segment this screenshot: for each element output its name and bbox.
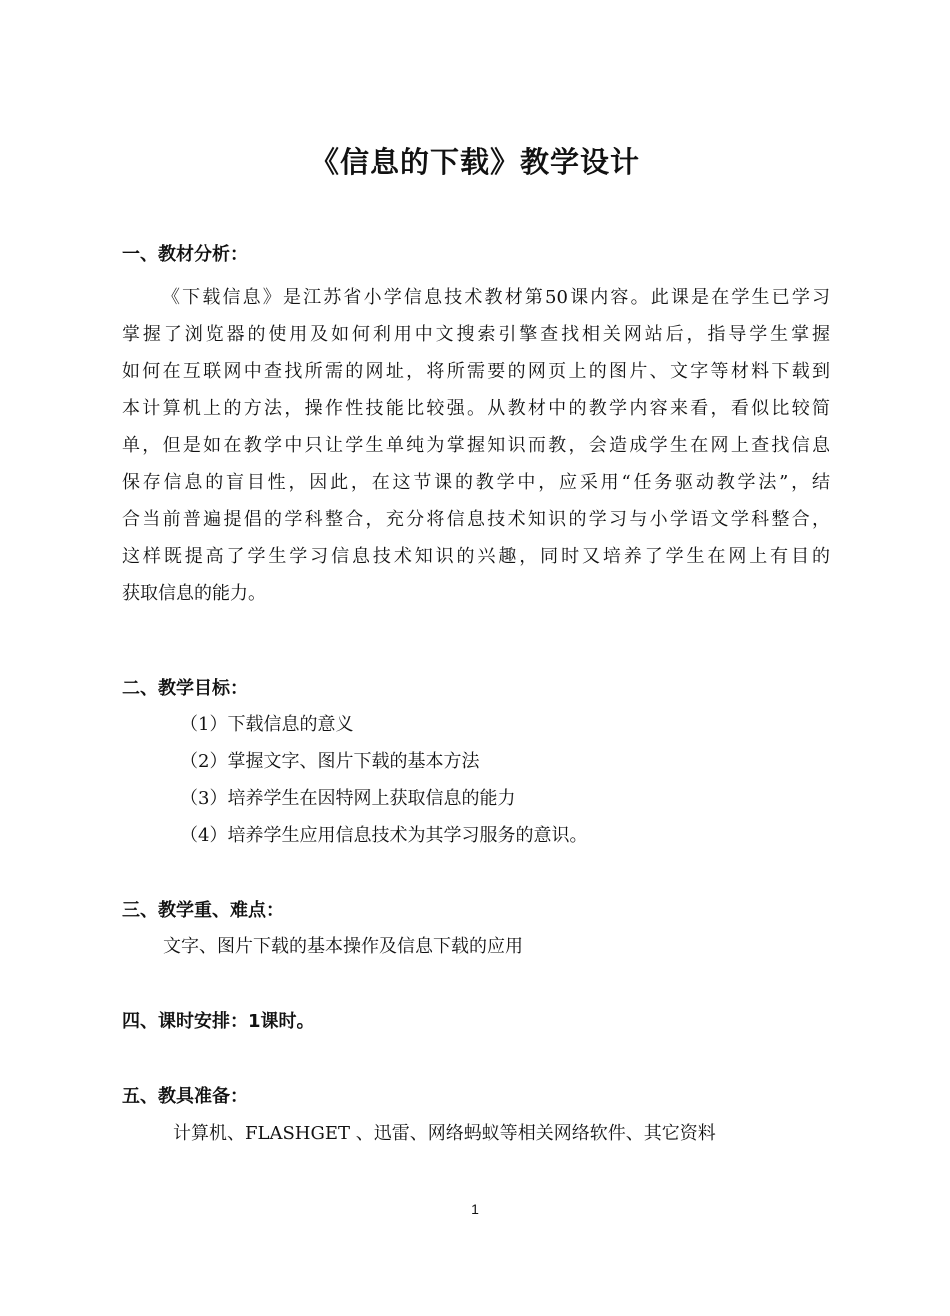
paragraph-line: 如何在互联网中查找所需的网址，将所需要的网页上的图片、文字等材料下载到 <box>122 361 830 382</box>
materials-text: 计算机、FLASHGET 、迅雷、网络蚂蚁等相关网络软件、其它资料 <box>173 1123 716 1144</box>
page-number: 1 <box>471 1201 479 1217</box>
goal-item: （3）培养学生在因特网上获取信息的能力 <box>180 788 516 809</box>
paragraph-line: 《下载信息》是江苏省小学信息技术教材第50课内容。此课是在学生已学习 <box>162 287 830 308</box>
analysis-paragraph <box>122 279 830 612</box>
section-heading-key-points: 三、教学重、难点： <box>122 900 284 921</box>
key-points-text: 文字、图片下载的基本操作及信息下载的应用 <box>163 936 523 957</box>
goal-item: （1）下载信息的意义 <box>180 714 354 735</box>
paragraph-line: 这样既提高了学生学习信息技术知识的兴趣，同时又培养了学生在网上有目的 <box>122 546 830 567</box>
paragraph-line: 单，但是如在教学中只让学生单纯为掌握知识而教，会造成学生在网上查找信息 <box>122 435 830 456</box>
paragraph-line: 获取信息的能力。 <box>122 583 266 604</box>
paragraph-line: 本计算机上的方法，操作性技能比较强。从教材中的教学内容来看，看似比较简 <box>122 398 830 419</box>
section-heading-schedule: 四、课时安排：1课时。 <box>122 1011 315 1032</box>
section-heading-materials: 五、教具准备： <box>122 1086 248 1107</box>
document-title: 《信息的下载》教学设计 <box>309 145 640 179</box>
paragraph-line: 掌握了浏览器的使用及如何利用中文搜索引擎查找相关网站后，指导学生掌握 <box>122 324 830 345</box>
paragraph-line: 合当前普遍提倡的学科整合，充分将信息技术知识的学习与小学语文学科整合， <box>122 509 830 530</box>
paragraph-line: 保存信息的盲目性，因此，在这节课的教学中，应采用“任务驱动教学法”，结 <box>122 472 830 493</box>
goal-item: （2）掌握文字、图片下载的基本方法 <box>180 751 480 772</box>
section-heading-analysis: 一、教材分析： <box>122 244 248 265</box>
section-heading-goals: 二、教学目标： <box>122 678 248 699</box>
goal-item: （4）培养学生应用信息技术为其学习服务的意识。 <box>180 825 588 846</box>
